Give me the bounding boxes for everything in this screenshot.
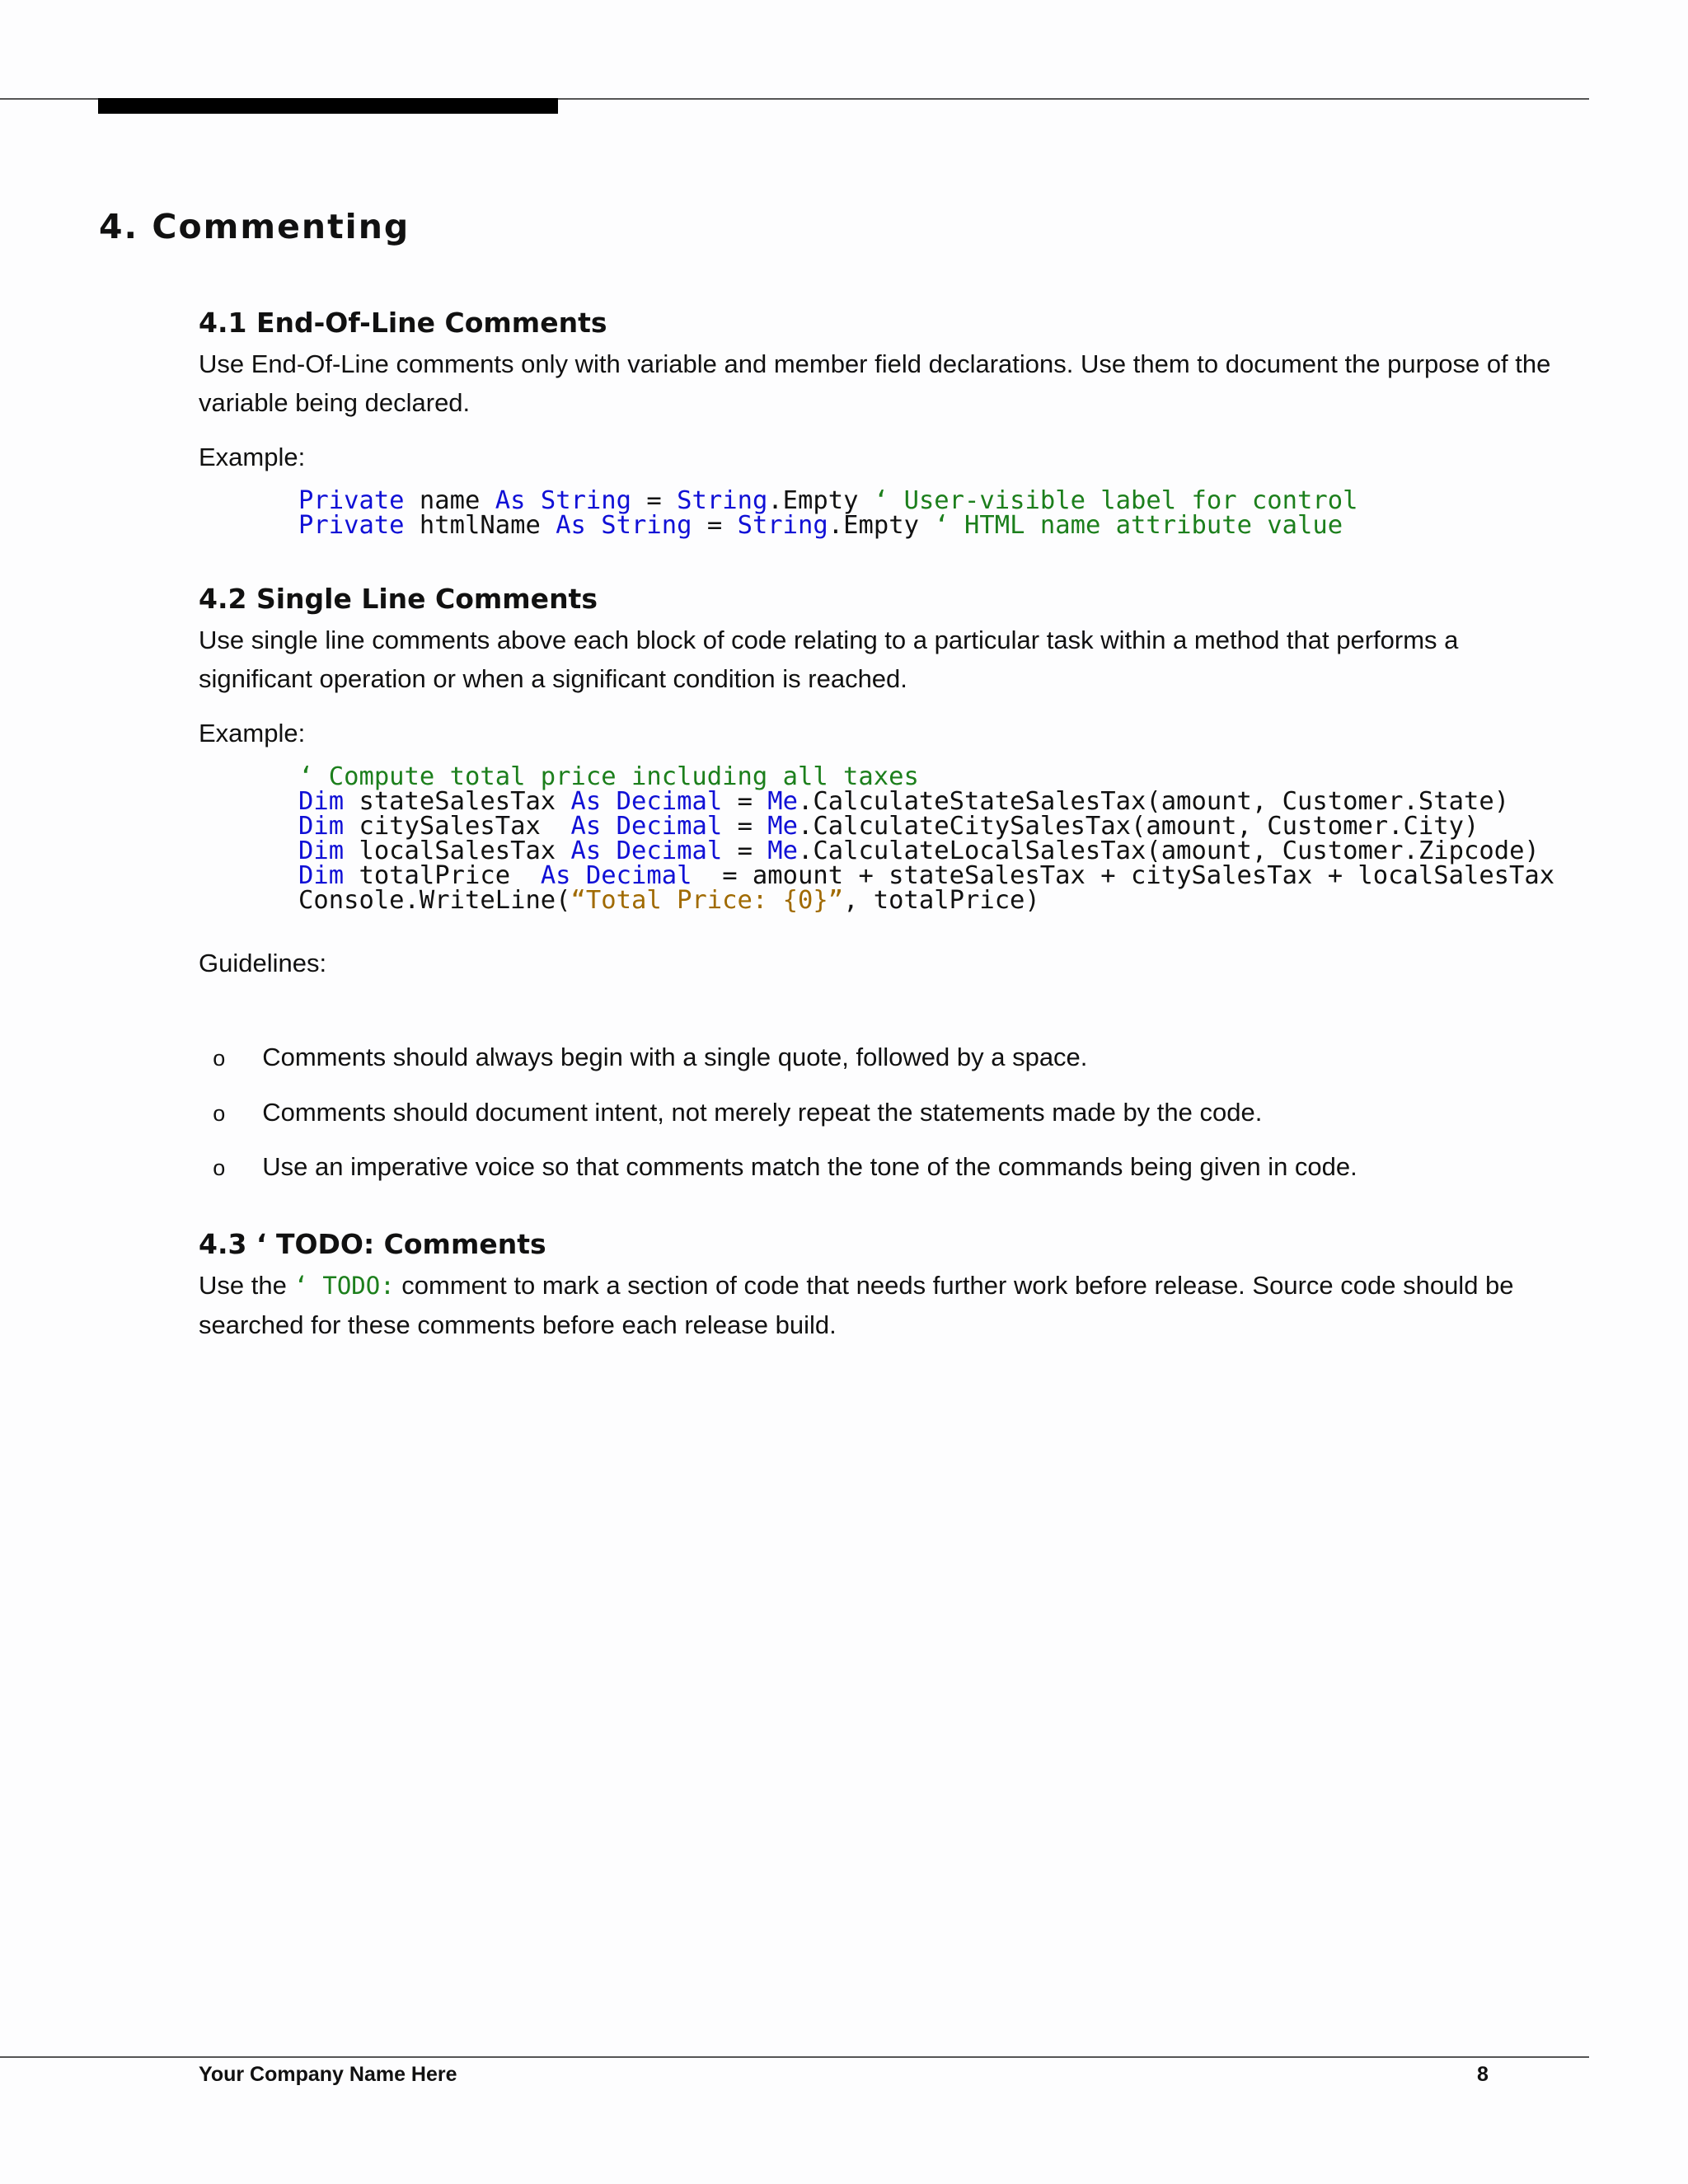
list-item: [199, 1108, 1357, 1188]
list-item-text: Use an imperative voice so that comments match the tone of the commands being given in code.: [262, 1152, 1357, 1181]
list-item-text: Comments should document intent, not merely repeat the statements made by the code.: [262, 1098, 1263, 1127]
code-token: String: [737, 511, 828, 540]
code-token: .CalculateCitySalesTax(amount, Customer.City): [798, 812, 1479, 841]
section-heading: 4.3 ‘ TODO: Comments: [199, 1228, 546, 1260]
chapter-title: 4. Commenting: [99, 207, 410, 246]
code-line: [298, 888, 1554, 913]
code-token: =: [692, 511, 738, 540]
guidelines-label: Guidelines:: [199, 949, 327, 977]
code-token: , totalPrice): [843, 886, 1040, 915]
example-label-wrap: [199, 438, 1600, 476]
paragraph-text: Use the: [199, 1271, 294, 1300]
code-token: “Total Price: {0}”: [570, 886, 844, 915]
paragraph-line: significant operation or when a significant condition is reached.: [199, 664, 907, 693]
bullet-icon: o: [213, 1046, 226, 1071]
section-4-1-body: [199, 344, 1600, 422]
code-block: [298, 762, 1555, 915]
section-4-2: [199, 583, 1600, 616]
section-4-2-body: [199, 621, 1600, 698]
code-token: As: [495, 486, 526, 515]
code-token: Decimal: [616, 787, 723, 816]
code-token: =: [722, 837, 768, 865]
code-token: [586, 511, 601, 540]
list-item-text: Comments should always begin with a single quote, followed by a space.: [262, 1043, 1088, 1071]
header-bar: [98, 98, 558, 114]
example-label-wrap: [199, 714, 1600, 752]
code-line: [298, 839, 1554, 864]
code-token: Dim: [298, 837, 345, 865]
code-token: As: [556, 511, 586, 540]
code-line: [298, 486, 1358, 515]
code-token: =: [722, 787, 768, 816]
footer-company: Your Company Name Here: [199, 2063, 457, 2086]
paragraph-line: [199, 1266, 1600, 1305]
code-token: =: [722, 812, 768, 841]
section-4-1: [199, 307, 1600, 340]
paragraph-line: Use End-Of-Line comments only with variable and member field declarations. Use them to document the purpose of the: [199, 349, 1551, 378]
footer-rule: [0, 2056, 1589, 2058]
code-token: ‘ HTML name attribute value: [934, 511, 1343, 540]
section-heading: 4.1 End-Of-Line Comments: [199, 307, 607, 339]
code-token: citySalesTax: [344, 812, 571, 841]
paragraph-text: comment to mark a section of code that needs further work before release. Source code should be: [394, 1271, 1514, 1300]
code-token: Decimal: [616, 837, 723, 865]
code-token: As: [570, 787, 602, 816]
code-line: [298, 814, 1554, 839]
code-line: [298, 762, 1554, 791]
code-token: String: [677, 486, 768, 515]
code-token: .CalculateLocalSalesTax(amount, Customer.Zipcode): [798, 837, 1540, 865]
example-label: Example:: [199, 443, 306, 471]
code-line: [298, 861, 1555, 890]
paragraph-line: variable being declared.: [199, 388, 471, 417]
section-4-3-body: [199, 1266, 1600, 1344]
code-token: Console.WriteLine(: [298, 886, 571, 915]
paragraph-line: searched for these comments before each release build.: [199, 1310, 837, 1339]
page-number: 8: [1477, 2063, 1489, 2086]
bullet-icon: o: [213, 1101, 226, 1126]
code-token: .Empty: [828, 511, 935, 540]
code-token: As: [570, 837, 602, 865]
code-token: Me: [767, 812, 799, 841]
code-line: [298, 513, 1357, 538]
code-token: Dim: [298, 787, 345, 816]
paragraph-line: Use single line comments above each block of code relating to a particular task within a method that performs a: [199, 626, 1459, 654]
code-token: =: [631, 486, 678, 515]
code-token: Decimal: [616, 812, 723, 841]
code-token: totalPrice: [344, 861, 541, 890]
code-token: ‘ Compute total price including all taxes: [298, 762, 919, 791]
code-token: Dim: [298, 861, 345, 890]
code-token: Private: [298, 486, 405, 515]
code-token: Dim: [298, 812, 345, 841]
code-token: Me: [767, 787, 799, 816]
code-token: name: [404, 486, 495, 515]
inline-code: ‘ TODO:: [293, 1272, 395, 1300]
code-token: String: [601, 511, 692, 540]
section-heading: 4.2 Single Line Comments: [199, 583, 598, 615]
bullet-icon: o: [213, 1155, 226, 1180]
code-block: [298, 486, 1358, 540]
code-token: stateSalesTax: [344, 787, 571, 816]
guidelines-label-wrap: [199, 944, 1600, 982]
code-token: As: [540, 861, 571, 890]
code-token: As: [570, 812, 602, 841]
code-token: ‘ User-visible label for control: [873, 486, 1358, 515]
code-token: Me: [767, 837, 799, 865]
code-token: htmlName: [404, 511, 556, 540]
code-token: .CalculateStateSalesTax(amount, Customer.State): [798, 787, 1510, 816]
example-label: Example:: [199, 719, 306, 748]
code-token: .Empty: [767, 486, 874, 515]
code-token: localSalesTax: [344, 837, 571, 865]
code-token: Decimal: [585, 861, 692, 890]
code-token: String: [540, 486, 632, 515]
code-token: = amount + stateSalesTax + citySalesTax + localSalesTax: [692, 861, 1555, 890]
section-4-3: [199, 1228, 1600, 1261]
code-token: Private: [298, 511, 405, 540]
code-line: [298, 787, 1554, 816]
